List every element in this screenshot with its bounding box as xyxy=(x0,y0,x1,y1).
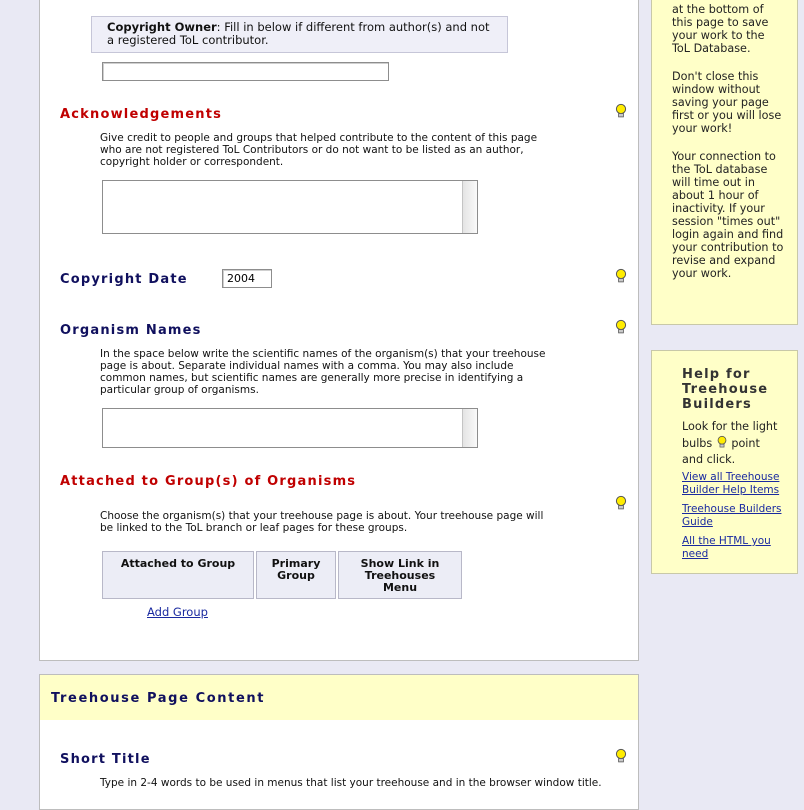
help-instructions xyxy=(682,419,782,468)
column-show-link: Show Link in Treehouses Menu xyxy=(338,551,462,599)
textarea-scrollbar[interactable] xyxy=(462,409,477,447)
content-section-header xyxy=(39,674,639,721)
save-warning-text: at the bottom of this page to save your work to the ToL Database. xyxy=(672,3,769,55)
column-attached-to-group: Attached to Group xyxy=(102,551,254,599)
add-group-link[interactable]: Add Group xyxy=(147,605,208,619)
builders-guide-link[interactable]: Treehouse Builders Guide xyxy=(682,503,782,528)
form-panel xyxy=(39,0,639,661)
help-title: Help for Treehouse Builders xyxy=(682,367,769,412)
acknowledgements-description: Give credit to people and groups that helped contribute to the content of this page who are not registered ToL Contributors or do not want to be listed as an author, copyright holder or correspondent. xyxy=(100,132,538,168)
close-window-warning: Don't close this window without saving your page first or you will lose your work! xyxy=(672,70,782,135)
lightbulb-icon[interactable] xyxy=(614,495,628,511)
organism-names-textarea[interactable] xyxy=(102,408,478,448)
lightbulb-icon[interactable] xyxy=(614,319,628,335)
copyright-owner-input[interactable] xyxy=(102,62,389,81)
lightbulb-icon[interactable] xyxy=(614,268,628,284)
textarea-scrollbar[interactable] xyxy=(462,181,477,233)
view-help-items-link[interactable]: View all Treehouse Builder Help Items xyxy=(682,471,780,496)
short-title-description: Type in 2-4 words to be used in menus that list your treehouse and in the browser window title. xyxy=(100,777,602,789)
lightbulb-icon xyxy=(716,435,728,449)
save-warning-box xyxy=(651,0,798,325)
attached-groups-description: Choose the organism(s) that your treehouse page is about. Your treehouse page will be linked to the ToL branch or leaf pages for these groups. xyxy=(100,510,544,534)
copyright-date-title: Copyright Date xyxy=(60,272,188,287)
copyright-owner-note xyxy=(91,16,508,53)
attached-groups-table xyxy=(102,551,464,599)
acknowledgements-title: Acknowledgements xyxy=(60,107,223,122)
help-links xyxy=(682,471,792,560)
content-section-title: Treehouse Page Content xyxy=(51,691,266,706)
lightbulb-icon[interactable] xyxy=(614,103,628,119)
copyright-owner-label: Copyright Owner xyxy=(107,20,217,34)
help-text-after: point and click. xyxy=(682,437,760,466)
column-primary-group: Primary Group xyxy=(256,551,336,599)
help-text-before: Look for the light bulbs xyxy=(682,420,778,450)
organism-names-description: In the space below write the scientific names of the organism(s) that your treehouse page is about. Separate individual names with a comma. You may also include common names, but scientific names are generally more precise in identifying a particular group of organisms. xyxy=(100,348,546,396)
help-box xyxy=(651,350,798,574)
short-title-heading: Short Title xyxy=(60,752,151,767)
copyright-owner-note-text: : Fill in below if different from author(s) and not a registered ToL contributor. xyxy=(107,20,490,47)
timeout-warning: Your connection to the ToL database will time out in about 1 hour of inactivity. If your session "times out" login again and find your contribution to revise and expand your work. xyxy=(672,150,784,280)
content-panel xyxy=(39,720,639,810)
lightbulb-icon[interactable] xyxy=(614,748,628,764)
organism-names-title: Organism Names xyxy=(60,323,202,338)
acknowledgements-textarea[interactable] xyxy=(102,180,478,234)
copyright-date-input[interactable] xyxy=(222,269,272,288)
attached-groups-title: Attached to Group(s) of Organisms xyxy=(60,474,357,489)
html-help-link[interactable]: All the HTML you need xyxy=(682,535,771,560)
